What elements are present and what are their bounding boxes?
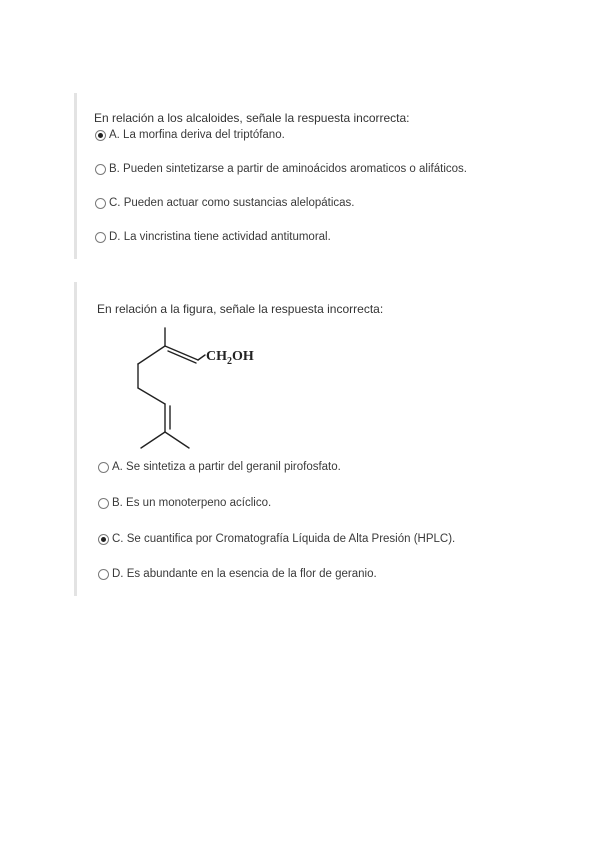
bond-line [138,346,165,364]
option-label: B. Es un monoterpeno acíclico. [112,497,272,509]
radio-button-selected[interactable] [98,534,109,545]
option-label: A. Se sintetiza a partir del geranil pirofosfato. [112,461,341,473]
question-2-option-c[interactable] [98,533,455,545]
question-2 [74,282,557,596]
radio-button[interactable] [98,498,109,509]
bond-line [165,346,198,360]
question-2-option-b[interactable] [98,497,271,509]
radio-button[interactable] [95,232,106,243]
bond-line [165,432,189,448]
question-1-option-d[interactable] [95,231,331,243]
radio-button[interactable] [98,462,109,473]
option-label: D. La vincristina tiene actividad antitumoral. [109,231,331,243]
question-1 [74,93,557,259]
question-1-option-c[interactable] [95,197,354,209]
question-2-option-a[interactable] [98,461,341,473]
question-2-prompt: En relación a la figura, señale la respuesta incorrecta: [97,302,384,316]
radio-button[interactable] [95,164,106,175]
bond-line [141,432,165,448]
option-label: C. Se cuantifica por Cromatografía Líquida de Alta Presión (HPLC). [112,533,456,545]
radio-button-selected[interactable] [95,130,106,141]
radio-button[interactable] [95,198,106,209]
radio-button[interactable] [98,569,109,580]
bond-line [138,388,165,404]
option-label: D. Es abundante en la esencia de la flor de geranio. [112,568,377,580]
question-1-prompt: En relación a los alcaloides, señale la respuesta incorrecta: [94,111,410,125]
formula-label: $CH_2OH$ [206,349,254,367]
option-label: A. La morfina deriva del triptófano. [109,129,285,141]
geraniol-structure-figure [125,320,325,450]
bond-line [198,355,205,360]
question-2-option-d[interactable] [98,568,377,580]
option-label: B. Pueden sintetizarse a partir de aminoácidos aromaticos o alifáticos. [109,163,467,175]
question-1-option-a[interactable] [95,129,285,141]
option-label: C. Pueden actuar como sustancias alelopáticas. [109,197,355,209]
question-1-option-b[interactable] [95,163,467,175]
